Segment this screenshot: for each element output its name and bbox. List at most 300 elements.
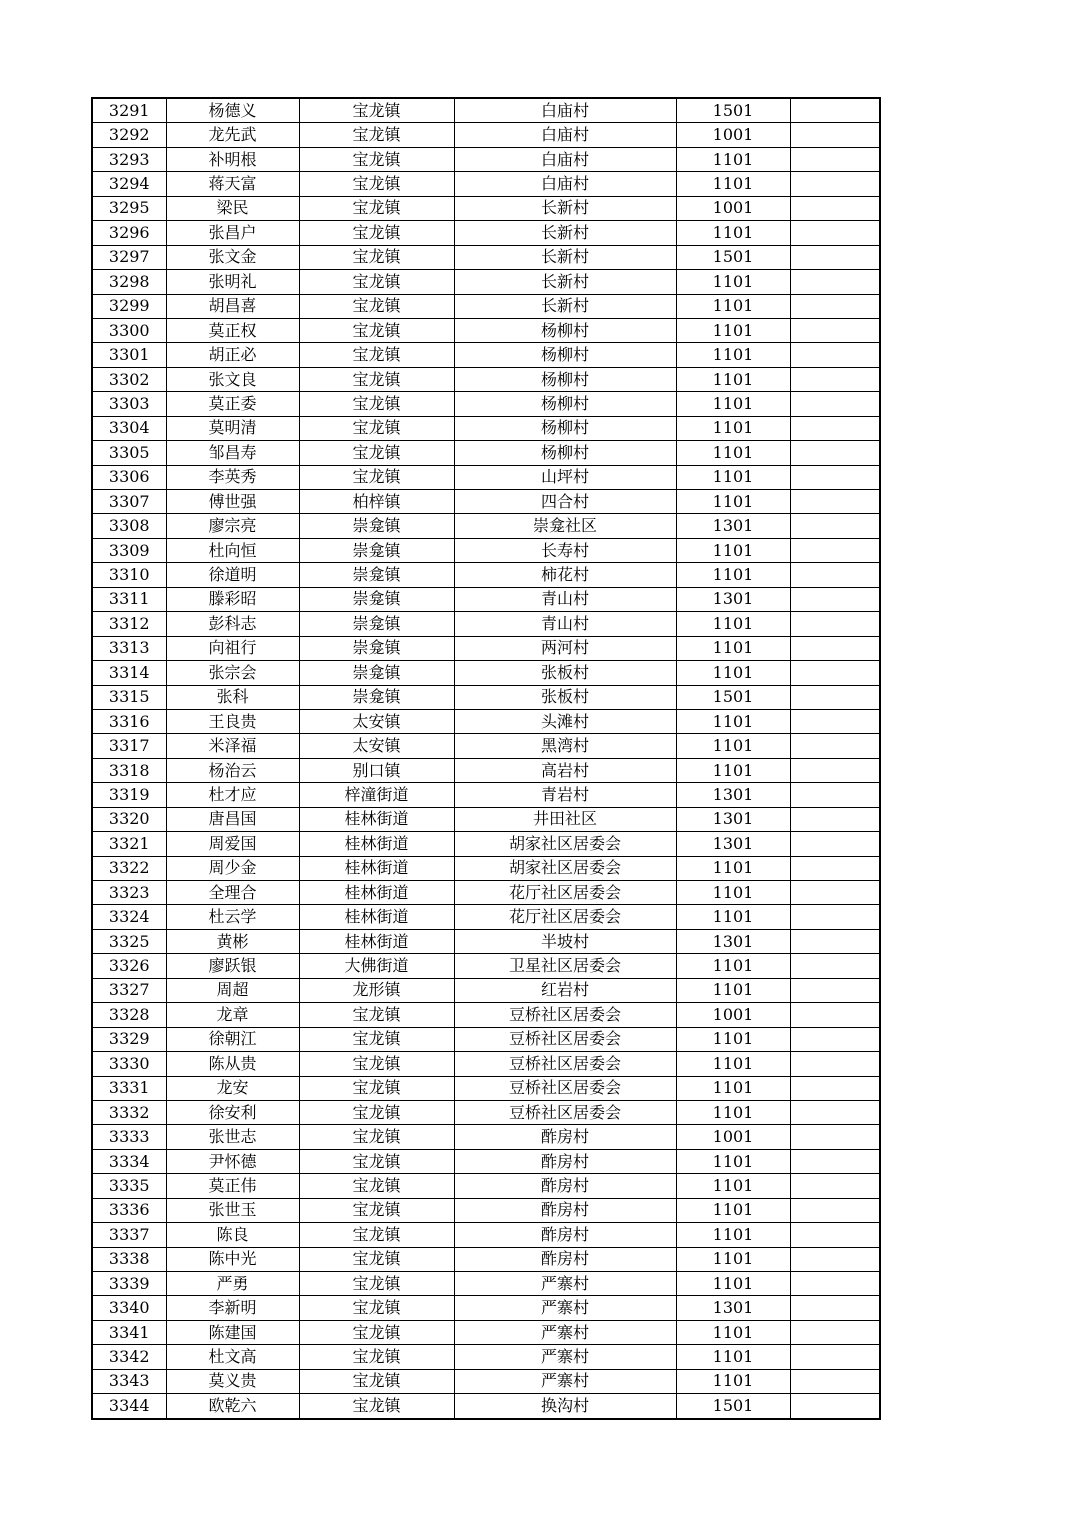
cell-village: 杨柳村 [454,392,676,416]
cell-code: 1501 [676,685,790,709]
cell-village: 酢房村 [454,1223,676,1247]
table-row [92,881,880,905]
cell-village: 严寨村 [454,1369,676,1393]
cell-town: 宝龙镇 [299,294,454,318]
cell-village: 白庙村 [454,172,676,196]
cell-name: 莫义贵 [166,1369,299,1393]
cell-code: 1101 [676,441,790,465]
cell-code: 1101 [676,1149,790,1173]
cell-note [790,221,880,245]
cell-index: 3321 [92,832,166,856]
cell-town: 宝龙镇 [299,1272,454,1296]
cell-town: 宝龙镇 [299,1296,454,1320]
cell-name: 莫正伟 [166,1174,299,1198]
cell-name: 米泽福 [166,734,299,758]
cell-village: 半坡村 [454,929,676,953]
cell-village: 柿花村 [454,563,676,587]
cell-name: 龙章 [166,1003,299,1027]
cell-index: 3312 [92,612,166,636]
cell-town: 宝龙镇 [299,1247,454,1271]
cell-village: 白庙村 [454,123,676,147]
cell-index: 3334 [92,1149,166,1173]
cell-code: 1101 [676,172,790,196]
table-row [92,758,880,782]
table-row [92,636,880,660]
cell-index: 3330 [92,1052,166,1076]
cell-code: 1101 [676,1198,790,1222]
cell-index: 3293 [92,147,166,171]
cell-index: 3309 [92,538,166,562]
cell-note [790,929,880,953]
cell-index: 3319 [92,783,166,807]
table-row [92,734,880,758]
cell-note [790,294,880,318]
cell-note [790,709,880,733]
table-row [92,123,880,147]
table-row [92,1125,880,1149]
table-row [92,1027,880,1051]
cell-village: 头滩村 [454,709,676,733]
cell-note [790,1369,880,1393]
cell-note [790,1100,880,1124]
cell-note [790,318,880,342]
cell-index: 3324 [92,905,166,929]
cell-note [790,465,880,489]
cell-name: 杨治云 [166,758,299,782]
cell-village: 崇龛社区 [454,514,676,538]
cell-note [790,685,880,709]
cell-town: 别口镇 [299,758,454,782]
cell-note [790,881,880,905]
table-row [92,1076,880,1100]
cell-index: 3342 [92,1345,166,1369]
cell-town: 宝龙镇 [299,1394,454,1419]
cell-note [790,563,880,587]
cell-village: 严寨村 [454,1296,676,1320]
cell-name: 王良贵 [166,709,299,733]
table-row [92,1369,880,1393]
table-body [92,98,880,1419]
cell-village: 青岩村 [454,783,676,807]
table-row [92,1100,880,1124]
cell-village: 张板村 [454,685,676,709]
cell-name: 张科 [166,685,299,709]
cell-town: 宝龙镇 [299,245,454,269]
cell-code: 1301 [676,807,790,831]
table-row [92,98,880,123]
cell-town: 宝龙镇 [299,147,454,171]
cell-town: 宝龙镇 [299,465,454,489]
cell-village: 豆桥社区居委会 [454,1003,676,1027]
cell-name: 周爱国 [166,832,299,856]
table-row [92,1174,880,1198]
cell-index: 3332 [92,1100,166,1124]
cell-town: 崇龛镇 [299,514,454,538]
cell-index: 3325 [92,929,166,953]
cell-village: 酢房村 [454,1174,676,1198]
cell-town: 桂林街道 [299,856,454,880]
cell-note [790,1174,880,1198]
cell-code: 1101 [676,1320,790,1344]
cell-town: 柏梓镇 [299,490,454,514]
cell-note [790,416,880,440]
cell-code: 1101 [676,661,790,685]
cell-code: 1301 [676,587,790,611]
table-row [92,392,880,416]
cell-note [790,661,880,685]
cell-note [790,1076,880,1100]
table-row [92,1320,880,1344]
cell-note [790,172,880,196]
cell-note [790,147,880,171]
cell-code: 1101 [676,1100,790,1124]
cell-code: 1301 [676,1296,790,1320]
cell-note [790,978,880,1002]
table-row [92,563,880,587]
cell-code: 1101 [676,343,790,367]
cell-note [790,832,880,856]
cell-name: 杜向恒 [166,538,299,562]
cell-name: 欧乾六 [166,1394,299,1419]
cell-code: 1101 [676,758,790,782]
cell-village: 井田社区 [454,807,676,831]
cell-village: 豆桥社区居委会 [454,1027,676,1051]
cell-code: 1101 [676,1052,790,1076]
table-row [92,294,880,318]
cell-note [790,1247,880,1271]
cell-index: 3338 [92,1247,166,1271]
cell-index: 3311 [92,587,166,611]
table-row [92,978,880,1002]
cell-code: 1101 [676,636,790,660]
table-row [92,1003,880,1027]
cell-name: 杜云学 [166,905,299,929]
cell-village: 严寨村 [454,1345,676,1369]
cell-index: 3320 [92,807,166,831]
cell-note [790,1320,880,1344]
cell-note [790,270,880,294]
cell-name: 陈中光 [166,1247,299,1271]
table-row [92,587,880,611]
cell-index: 3315 [92,685,166,709]
cell-town: 龙形镇 [299,978,454,1002]
cell-index: 3301 [92,343,166,367]
cell-village: 长新村 [454,221,676,245]
cell-town: 宝龙镇 [299,416,454,440]
table-row [92,343,880,367]
cell-note [790,514,880,538]
cell-index: 3317 [92,734,166,758]
cell-index: 3307 [92,490,166,514]
cell-index: 3300 [92,318,166,342]
cell-name: 梁民 [166,196,299,220]
cell-name: 彭科志 [166,612,299,636]
cell-town: 宝龙镇 [299,1076,454,1100]
cell-code: 1101 [676,270,790,294]
cell-note [790,1394,880,1419]
cell-note [790,490,880,514]
cell-village: 杨柳村 [454,441,676,465]
cell-code: 1501 [676,1394,790,1419]
cell-index: 3327 [92,978,166,1002]
table-row [92,661,880,685]
cell-code: 1301 [676,514,790,538]
cell-town: 梓潼街道 [299,783,454,807]
cell-index: 3314 [92,661,166,685]
cell-town: 太安镇 [299,709,454,733]
cell-village: 胡家社区居委会 [454,856,676,880]
table-row [92,1149,880,1173]
cell-code: 1101 [676,318,790,342]
cell-code: 1101 [676,1247,790,1271]
table-row [92,954,880,978]
cell-village: 严寨村 [454,1272,676,1296]
table-row [92,1296,880,1320]
cell-code: 1101 [676,881,790,905]
cell-village: 酢房村 [454,1125,676,1149]
cell-index: 3318 [92,758,166,782]
cell-village: 胡家社区居委会 [454,832,676,856]
cell-index: 3343 [92,1369,166,1393]
cell-name: 莫明清 [166,416,299,440]
table-row [92,1272,880,1296]
table-row [92,1052,880,1076]
cell-town: 宝龙镇 [299,1345,454,1369]
cell-index: 3295 [92,196,166,220]
cell-note [790,441,880,465]
cell-code: 1101 [676,563,790,587]
table-row [92,1198,880,1222]
cell-code: 1101 [676,734,790,758]
cell-code: 1101 [676,1272,790,1296]
table-row [92,318,880,342]
cell-town: 大佛街道 [299,954,454,978]
cell-town: 宝龙镇 [299,367,454,391]
cell-index: 3302 [92,367,166,391]
cell-name: 张明礼 [166,270,299,294]
cell-index: 3328 [92,1003,166,1027]
cell-note [790,905,880,929]
cell-note [790,758,880,782]
cell-code: 1501 [676,245,790,269]
cell-name: 龙先武 [166,123,299,147]
cell-index: 3306 [92,465,166,489]
cell-town: 宝龙镇 [299,392,454,416]
table-row [92,221,880,245]
cell-code: 1101 [676,905,790,929]
cell-code: 1101 [676,294,790,318]
cell-code: 1301 [676,783,790,807]
cell-village: 豆桥社区居委会 [454,1076,676,1100]
cell-note [790,734,880,758]
table-row [92,807,880,831]
cell-note [790,1198,880,1222]
cell-code: 1101 [676,978,790,1002]
cell-town: 桂林街道 [299,881,454,905]
cell-name: 黄彬 [166,929,299,953]
table-row [92,367,880,391]
cell-village: 白庙村 [454,147,676,171]
cell-index: 3297 [92,245,166,269]
table-row [92,929,880,953]
cell-village: 杨柳村 [454,367,676,391]
cell-village: 四合村 [454,490,676,514]
cell-note [790,1052,880,1076]
cell-name: 滕彩昭 [166,587,299,611]
cell-index: 3333 [92,1125,166,1149]
cell-name: 张文良 [166,367,299,391]
cell-village: 换沟村 [454,1394,676,1419]
table-row [92,270,880,294]
cell-code: 1001 [676,1125,790,1149]
cell-village: 豆桥社区居委会 [454,1100,676,1124]
cell-index: 3294 [92,172,166,196]
table-row [92,783,880,807]
table-row [92,685,880,709]
cell-note [790,123,880,147]
cell-town: 桂林街道 [299,832,454,856]
cell-town: 宝龙镇 [299,1149,454,1173]
cell-note [790,783,880,807]
cell-village: 卫星社区居委会 [454,954,676,978]
table-row [92,490,880,514]
cell-town: 崇龛镇 [299,563,454,587]
table-row [92,465,880,489]
data-table [91,97,881,1420]
cell-note [790,1296,880,1320]
cell-index: 3331 [92,1076,166,1100]
cell-index: 3322 [92,856,166,880]
cell-village: 两河村 [454,636,676,660]
cell-index: 3313 [92,636,166,660]
cell-town: 崇龛镇 [299,612,454,636]
cell-name: 莫正委 [166,392,299,416]
table-row [92,172,880,196]
cell-index: 3337 [92,1223,166,1247]
cell-name: 杨德义 [166,98,299,123]
cell-town: 桂林街道 [299,905,454,929]
cell-village: 花厅社区居委会 [454,881,676,905]
cell-town: 宝龙镇 [299,196,454,220]
cell-name: 张世志 [166,1125,299,1149]
cell-index: 3304 [92,416,166,440]
cell-code: 1101 [676,367,790,391]
table-row [92,905,880,929]
cell-name: 陈良 [166,1223,299,1247]
cell-note [790,1223,880,1247]
table-row [92,147,880,171]
cell-town: 宝龙镇 [299,1052,454,1076]
cell-town: 宝龙镇 [299,1198,454,1222]
cell-code: 1101 [676,856,790,880]
cell-town: 宝龙镇 [299,1223,454,1247]
cell-code: 1101 [676,1345,790,1369]
cell-note [790,98,880,123]
cell-name: 邹昌寿 [166,441,299,465]
cell-name: 莫正权 [166,318,299,342]
cell-village: 长新村 [454,245,676,269]
cell-name: 杜才应 [166,783,299,807]
cell-name: 龙安 [166,1076,299,1100]
cell-town: 宝龙镇 [299,221,454,245]
cell-name: 严勇 [166,1272,299,1296]
cell-name: 全理合 [166,881,299,905]
cell-code: 1101 [676,392,790,416]
cell-village: 山坪村 [454,465,676,489]
cell-note [790,1272,880,1296]
cell-village: 豆桥社区居委会 [454,1052,676,1076]
cell-index: 3329 [92,1027,166,1051]
cell-note [790,856,880,880]
cell-code: 1101 [676,1174,790,1198]
table-row [92,1394,880,1419]
cell-name: 徐朝江 [166,1027,299,1051]
cell-village: 杨柳村 [454,318,676,342]
table-row [92,856,880,880]
cell-village: 高岩村 [454,758,676,782]
cell-name: 胡昌喜 [166,294,299,318]
cell-name: 傅世强 [166,490,299,514]
cell-index: 3341 [92,1320,166,1344]
cell-code: 1101 [676,1076,790,1100]
cell-note [790,954,880,978]
cell-name: 周少金 [166,856,299,880]
cell-index: 3316 [92,709,166,733]
cell-village: 酢房村 [454,1149,676,1173]
cell-town: 宝龙镇 [299,343,454,367]
table-row [92,1345,880,1369]
table-row [92,514,880,538]
cell-code: 1001 [676,1003,790,1027]
cell-village: 白庙村 [454,98,676,123]
cell-code: 1101 [676,416,790,440]
cell-index: 3323 [92,881,166,905]
cell-town: 宝龙镇 [299,1125,454,1149]
cell-code: 1101 [676,147,790,171]
cell-code: 1101 [676,465,790,489]
cell-note [790,196,880,220]
cell-village: 严寨村 [454,1320,676,1344]
cell-index: 3336 [92,1198,166,1222]
cell-note [790,636,880,660]
cell-name: 徐安利 [166,1100,299,1124]
cell-index: 3298 [92,270,166,294]
cell-village: 杨柳村 [454,416,676,440]
cell-note [790,1345,880,1369]
cell-note [790,343,880,367]
cell-town: 崇龛镇 [299,538,454,562]
cell-name: 廖跃银 [166,954,299,978]
cell-town: 宝龙镇 [299,441,454,465]
cell-village: 长新村 [454,196,676,220]
cell-code: 1101 [676,1369,790,1393]
cell-note [790,587,880,611]
cell-name: 周超 [166,978,299,1002]
cell-code: 1101 [676,612,790,636]
cell-code: 1101 [676,1223,790,1247]
cell-village: 青山村 [454,612,676,636]
cell-note [790,807,880,831]
cell-name: 张昌户 [166,221,299,245]
cell-index: 3303 [92,392,166,416]
cell-town: 崇龛镇 [299,636,454,660]
cell-index: 3310 [92,563,166,587]
cell-note [790,1125,880,1149]
table-row [92,1223,880,1247]
cell-note [790,612,880,636]
table-row [92,709,880,733]
cell-town: 宝龙镇 [299,1369,454,1393]
